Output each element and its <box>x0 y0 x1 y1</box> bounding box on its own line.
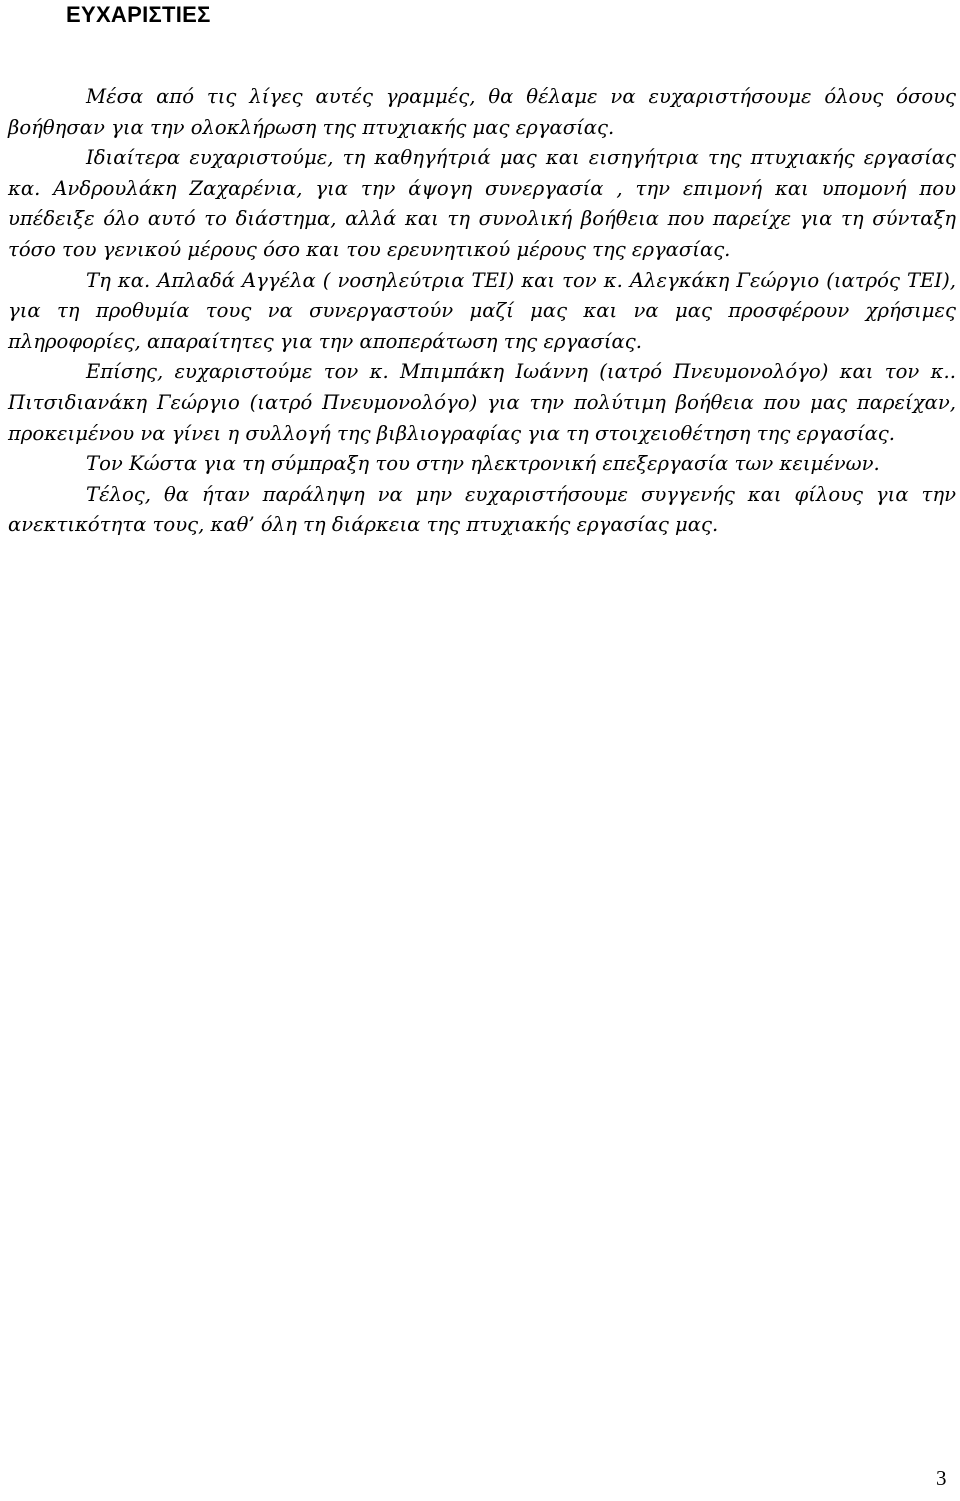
paragraph-supervisor: Ιδιαίτερα ευχαριστούμε, τη καθηγήτριά μας και εισηγήτρια της πτυχιακής εργασίας κα. Ανδρουλάκη Ζαχαρένια, για την άψογη συνεργασία , την επιμονή και υπομονή που υπέδειξε όλο αυτό το διάστημα, αλλά και τη συνολική βοήθεια που παρείχε για τη σύνταξη τόσο του γενικού μέρους όσο και του ερευνητικού μέρους της εργασίας. <box>8 146 956 261</box>
page-title: ΕΥΧΑΡΙΣΤΙΕΣ <box>66 2 211 27</box>
paragraph-intro: Μέσα από τις λίγες αυτές γραμμές, θα θέλαμε να ευχαριστήσουμε όλους όσους βοήθησαν για την ολοκλήρωση της πτυχιακής μας εργασίας. <box>8 85 956 139</box>
paragraph-tei-staff: Τη κα. Απλαδά Αγγέλα ( νοσηλεύτρια ΤΕΙ) και τον κ. Αλεγκάκη Γεώργιο (ιατρός ΤΕΙ), για τη προθυμία τους να συνεργαστούν μαζί μας και να μας προσφέρουν χρήσιμες πληροφορίες, απαραίτητες για την αποπεράτωση της εργασίας. <box>8 268 956 353</box>
paragraph-family: Τέλος, θα ήταν παράληψη να μην ευχαριστήσουμε συγγενής και φίλους για την ανεκτικότητα τους, καθ’ όλη τη διάρκεια της πτυχιακής εργασίας μας. <box>8 482 956 537</box>
page-number: 3 <box>936 1466 947 1490</box>
paragraph-pulmonologists: Επίσης, ευχαριστούμε τον κ. Μπιμπάκη Ιωάννη (ιατρό Πνευμονολόγο) και τον κ.. Πιτσιδιανάκη Γεώργιο (ιατρό Πνευμονολόγο) για την πολύτιμη βοήθεια που μας παρείχαν, προκειμένου να γίνει η συλλογή της βιβλιογραφίας για τη στοιχειοθέτηση της εργασίας. <box>8 360 956 445</box>
paragraph-kostas: Τον Κώστα για τη σύμπραξη του στην ηλεκτρονική επεξεργασία των κειμένων. <box>86 452 880 476</box>
acknowledgements-body <box>8 82 956 541</box>
